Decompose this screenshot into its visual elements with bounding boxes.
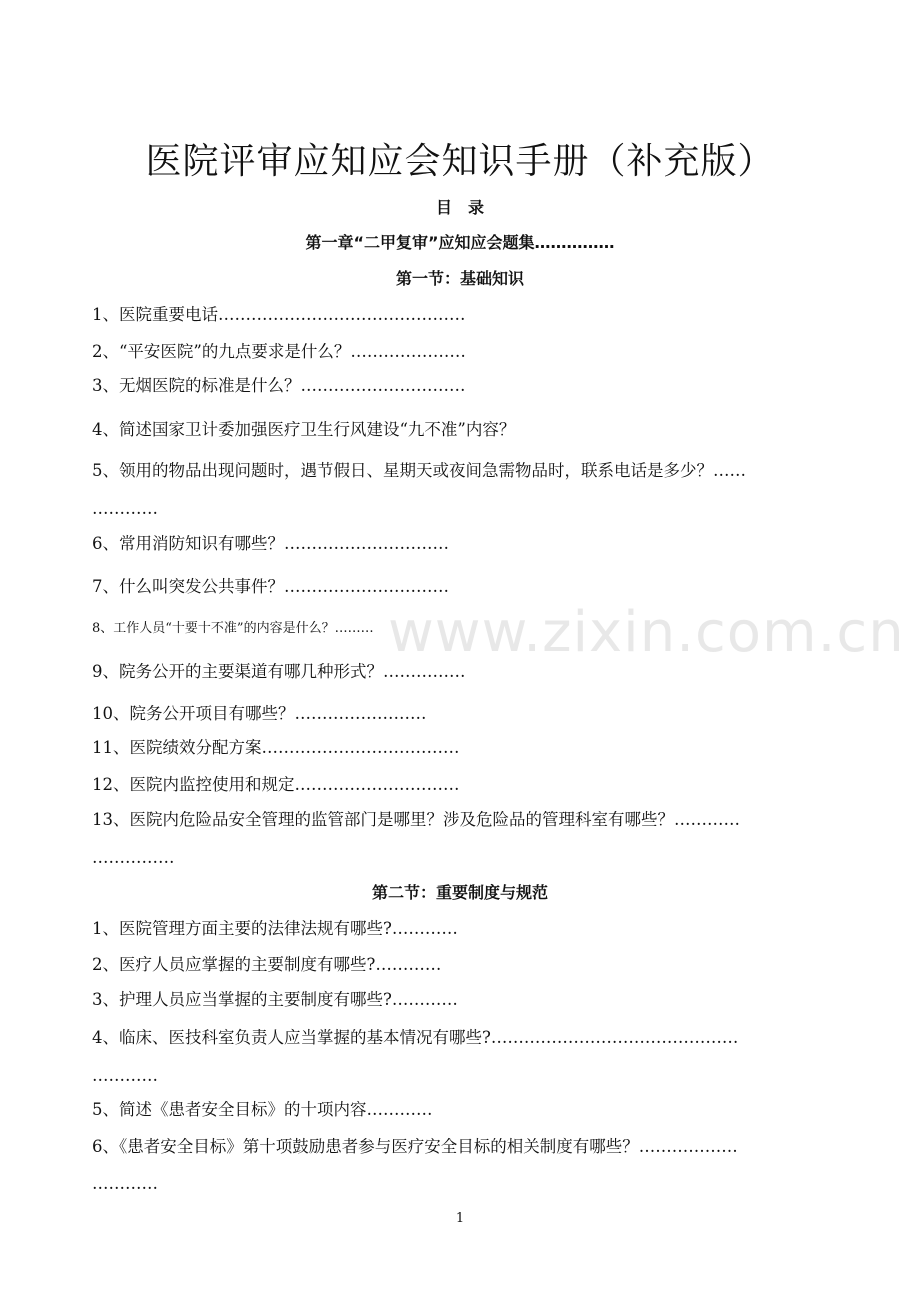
- chapter-heading: 第一章“二甲复审”应知应会题集……………: [305, 233, 615, 252]
- toc-item: 1、医院管理方面主要的法律法规有哪些?…………: [92, 919, 458, 938]
- watermark: www.zixin.com.cn: [388, 600, 905, 665]
- toc-item: 8、工作人员“十要十不准”的内容是什么？………: [92, 621, 374, 636]
- toc-item: 2、“平安医院”的九点要求是什么？…………………: [92, 342, 466, 361]
- toc-item: 2、医疗人员应掌握的主要制度有哪些?…………: [92, 955, 442, 974]
- toc-item: 7、什么叫突发公共事件？…………………………: [92, 577, 449, 596]
- toc-item-continuation: …………: [92, 1174, 158, 1193]
- toc-item: 11、医院绩效分配方案………………………………: [92, 738, 460, 757]
- toc-heading: 目 录: [435, 198, 484, 217]
- toc-item: 10、院务公开项目有哪些？……………………: [92, 704, 427, 723]
- page-number: 1: [455, 1211, 465, 1226]
- toc-item: 6、常用消防知识有哪些？…………………………: [92, 534, 449, 553]
- document-title: 医院评审应知应会知识手册（补充版）: [145, 141, 775, 182]
- toc-item: 5、简述《患者安全目标》的十项内容…………: [92, 1100, 433, 1119]
- toc-item: 6、《患者安全目标》第十项鼓励患者参与医疗安全目标的相关制度有哪些？………………: [92, 1137, 738, 1156]
- toc-item-continuation: …………: [92, 499, 158, 518]
- toc-item: 1、医院重要电话………………………………………: [92, 305, 466, 324]
- toc-item: 4、简述国家卫计委加强医疗卫生行风建设“九不准”内容？: [92, 420, 516, 439]
- toc-item-continuation: ……………: [92, 848, 175, 867]
- toc-item: 3、护理人员应当掌握的主要制度有哪些?…………: [92, 990, 458, 1009]
- toc-item: 12、医院内监控使用和规定…………………………: [92, 775, 460, 794]
- toc-item: 3、无烟医院的标准是什么？…………………………: [92, 376, 466, 395]
- toc-item-continuation: …………: [92, 1066, 158, 1085]
- section2-heading: 第二节：重要制度与规范: [371, 883, 548, 902]
- toc-item: 5、领用的物品出现问题时，遇节假日、星期天或夜间急需物品时，联系电话是多少？……: [92, 461, 746, 480]
- toc-item: 13、医院内危险品安全管理的监管部门是哪里？涉及危险品的管理科室有哪些？…………: [92, 810, 740, 829]
- section1-heading: 第一节：基础知识: [395, 269, 524, 288]
- toc-item: 9、院务公开的主要渠道有哪几种形式？……………: [92, 662, 466, 681]
- toc-item: 4、临床、医技科室负责人应当掌握的基本情况有哪些?………………………………………: [92, 1028, 739, 1047]
